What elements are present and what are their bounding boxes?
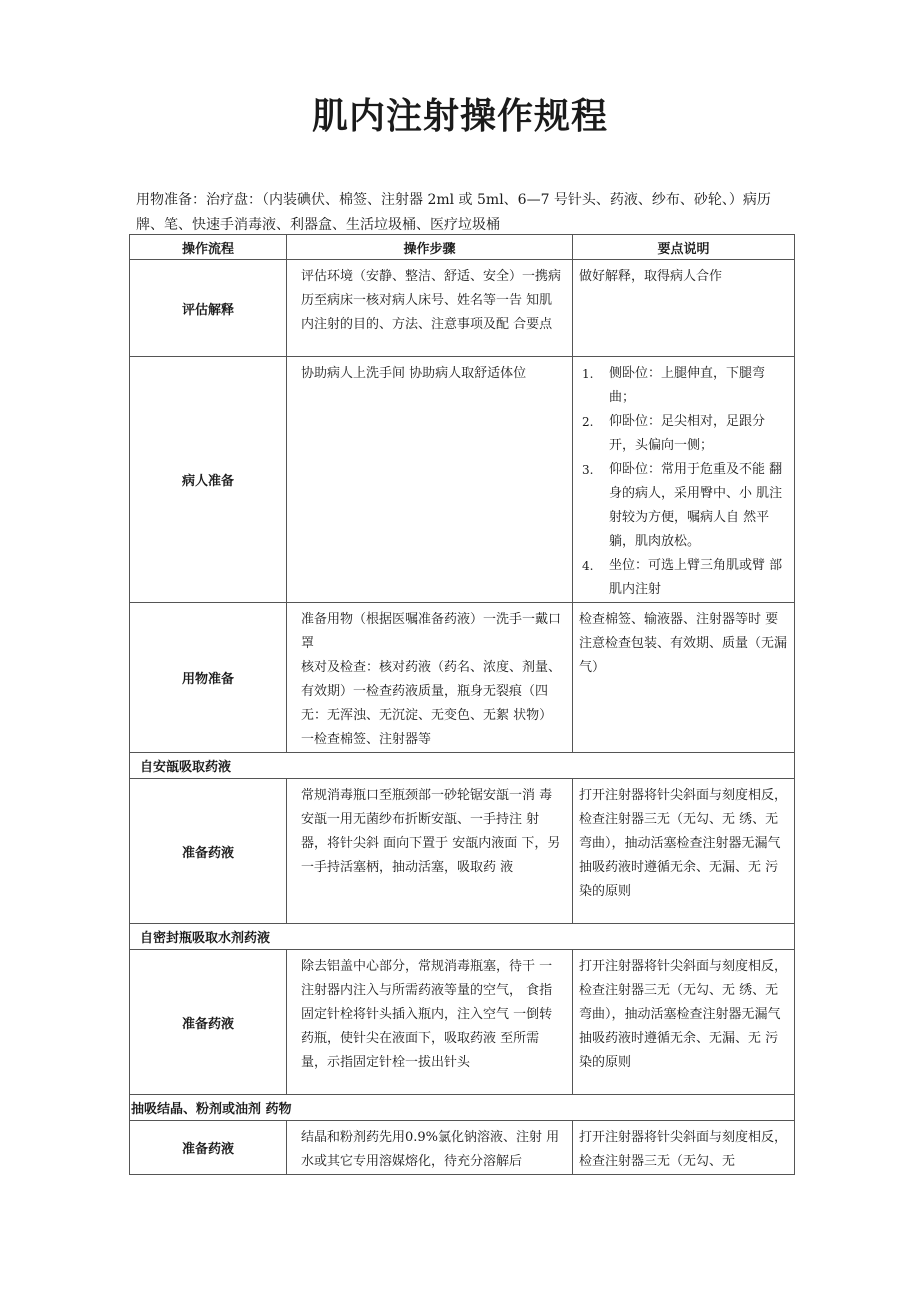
procedure-table: [129, 234, 795, 1175]
list-item: 3. 仰卧位：常用于危重及不能 翻身的病人，采用臀中、小 肌注射较为方便，嘱病人自 然平躺，肌肉放松。: [582, 462, 783, 549]
flow-cell: 用物准备: [130, 603, 287, 753]
step-cell: 评估环境（安静、整洁、舒适、安全）一携病历至病床一核对病人床号、姓名等一告 知肌内注射的目的、方法、注意事项及配 合要点: [287, 260, 573, 357]
section-row: [130, 753, 795, 779]
flow-cell: 准备药液: [130, 1121, 287, 1175]
note-line: 打开注射器将针尖斜面与刻度相反，检查注射器三无（无勾、无 绣、无弯曲），抽动活塞检查注射器无漏气: [579, 959, 788, 1022]
section-row: [130, 924, 795, 950]
flow-cell: 病人准备: [130, 357, 287, 603]
list-item: 1. 侧卧位：上腿伸直，下腿弯曲；: [582, 366, 766, 405]
step-line: 准备用物（根据医嘱准备药液）一洗手一戴口罩: [301, 612, 562, 651]
header-note: 要点说明: [573, 235, 795, 260]
supplies-preparation: 用物准备：治疗盘：（内装碘伏、棉签、注射器 2ml 或 5ml、6—7 号针头、药液、纱布、砂轮、）病历牌、笔、快速手消毒液、利器盒、生活垃圾桶、医疗垃圾桶: [136, 192, 771, 233]
header-step: 操作步骤: [287, 235, 573, 260]
note-line: 打开注射器将针尖斜面与刻度相反，检查注射器三无（无勾、无 绣、无弯曲），抽动活塞检查注射器无漏气: [579, 788, 788, 851]
position-list: [579, 362, 788, 602]
step-cell: 除去铝盖中心部分，常规消毒瓶塞，待干 一注射器内注入与所需药液等量的空气， 食指固定针栓将针头插入瓶内，注入空气 一倒转药瓶，使针尖在液面下，吸取药液 至所需量，示指固定针栓一拔出针头: [287, 950, 573, 1095]
table-row: [130, 779, 795, 924]
flow-cell: 评估解释: [130, 260, 287, 357]
page-title: 肌内注射操作规程: [311, 96, 608, 137]
note-cell: [573, 779, 795, 924]
note-cell: [573, 357, 795, 603]
table-row: [130, 950, 795, 1095]
flow-cell: 准备药液: [130, 950, 287, 1095]
table-row: [130, 1121, 795, 1175]
section-heading: 自密封瓶吸取水剂药液: [130, 924, 795, 950]
list-item: 2. 仰卧位：足尖相对，足跟分开，头偏向一侧；: [582, 414, 766, 453]
step-cell: 常规消毒瓶口至瓶颈部一砂轮锯安瓿一消 毒安瓿一用无菌纱布折断安瓿、一手持注 射器，将针尖斜 面向下置于 安瓿内液面 下，另一手持活塞柄，抽动活塞，吸取药 液: [287, 779, 573, 924]
table-row: [130, 260, 795, 357]
step-cell: 结晶和粉剂药先用0.9%氯化钠溶液、注射 用水或其它专用溶媒熔化，待充分溶解后: [287, 1121, 573, 1175]
note-cell: [573, 950, 795, 1095]
table-row: [130, 357, 795, 603]
note-line: 抽吸药液时遵循无余、无漏、无 污染的原则: [579, 860, 779, 899]
list-item: 4. 坐位：可选上臂三角肌或臂 部肌内注射: [582, 558, 783, 597]
note-cell: 检查棉签、输液器、注射器等时 要注意检查包装、有效期、质量（无漏气）: [573, 603, 795, 753]
section-heading: 自安瓿吸取药液: [130, 753, 795, 779]
note-cell: 做好解释，取得病人合作: [573, 260, 795, 357]
note-cell: 打开注射器将针尖斜面与刻度相反，检查注射器三无（无勾、无: [573, 1121, 795, 1175]
step-cell: 协助病人上洗手间 协助病人取舒适体位: [287, 357, 573, 603]
section-row: [130, 1095, 795, 1121]
header-flow: 操作流程: [130, 235, 287, 260]
section-heading: 抽吸结晶、粉剂或油剂 药物: [130, 1095, 795, 1121]
flow-cell: 准备药液: [130, 779, 287, 924]
step-cell: [287, 603, 573, 753]
step-line: 核对及检查：核对药液（药名、浓度、剂量、有效期）一检查药液质量，瓶身无裂痕（四无：无浑浊、无沉淀、无变色、无絮 状物）一检查棉签、注射器等: [301, 660, 562, 747]
table-header-row: [130, 235, 795, 260]
note-line: 抽吸药液时遵循无余、无漏、无 污染的原则: [579, 1031, 779, 1070]
table-row: [130, 603, 795, 753]
